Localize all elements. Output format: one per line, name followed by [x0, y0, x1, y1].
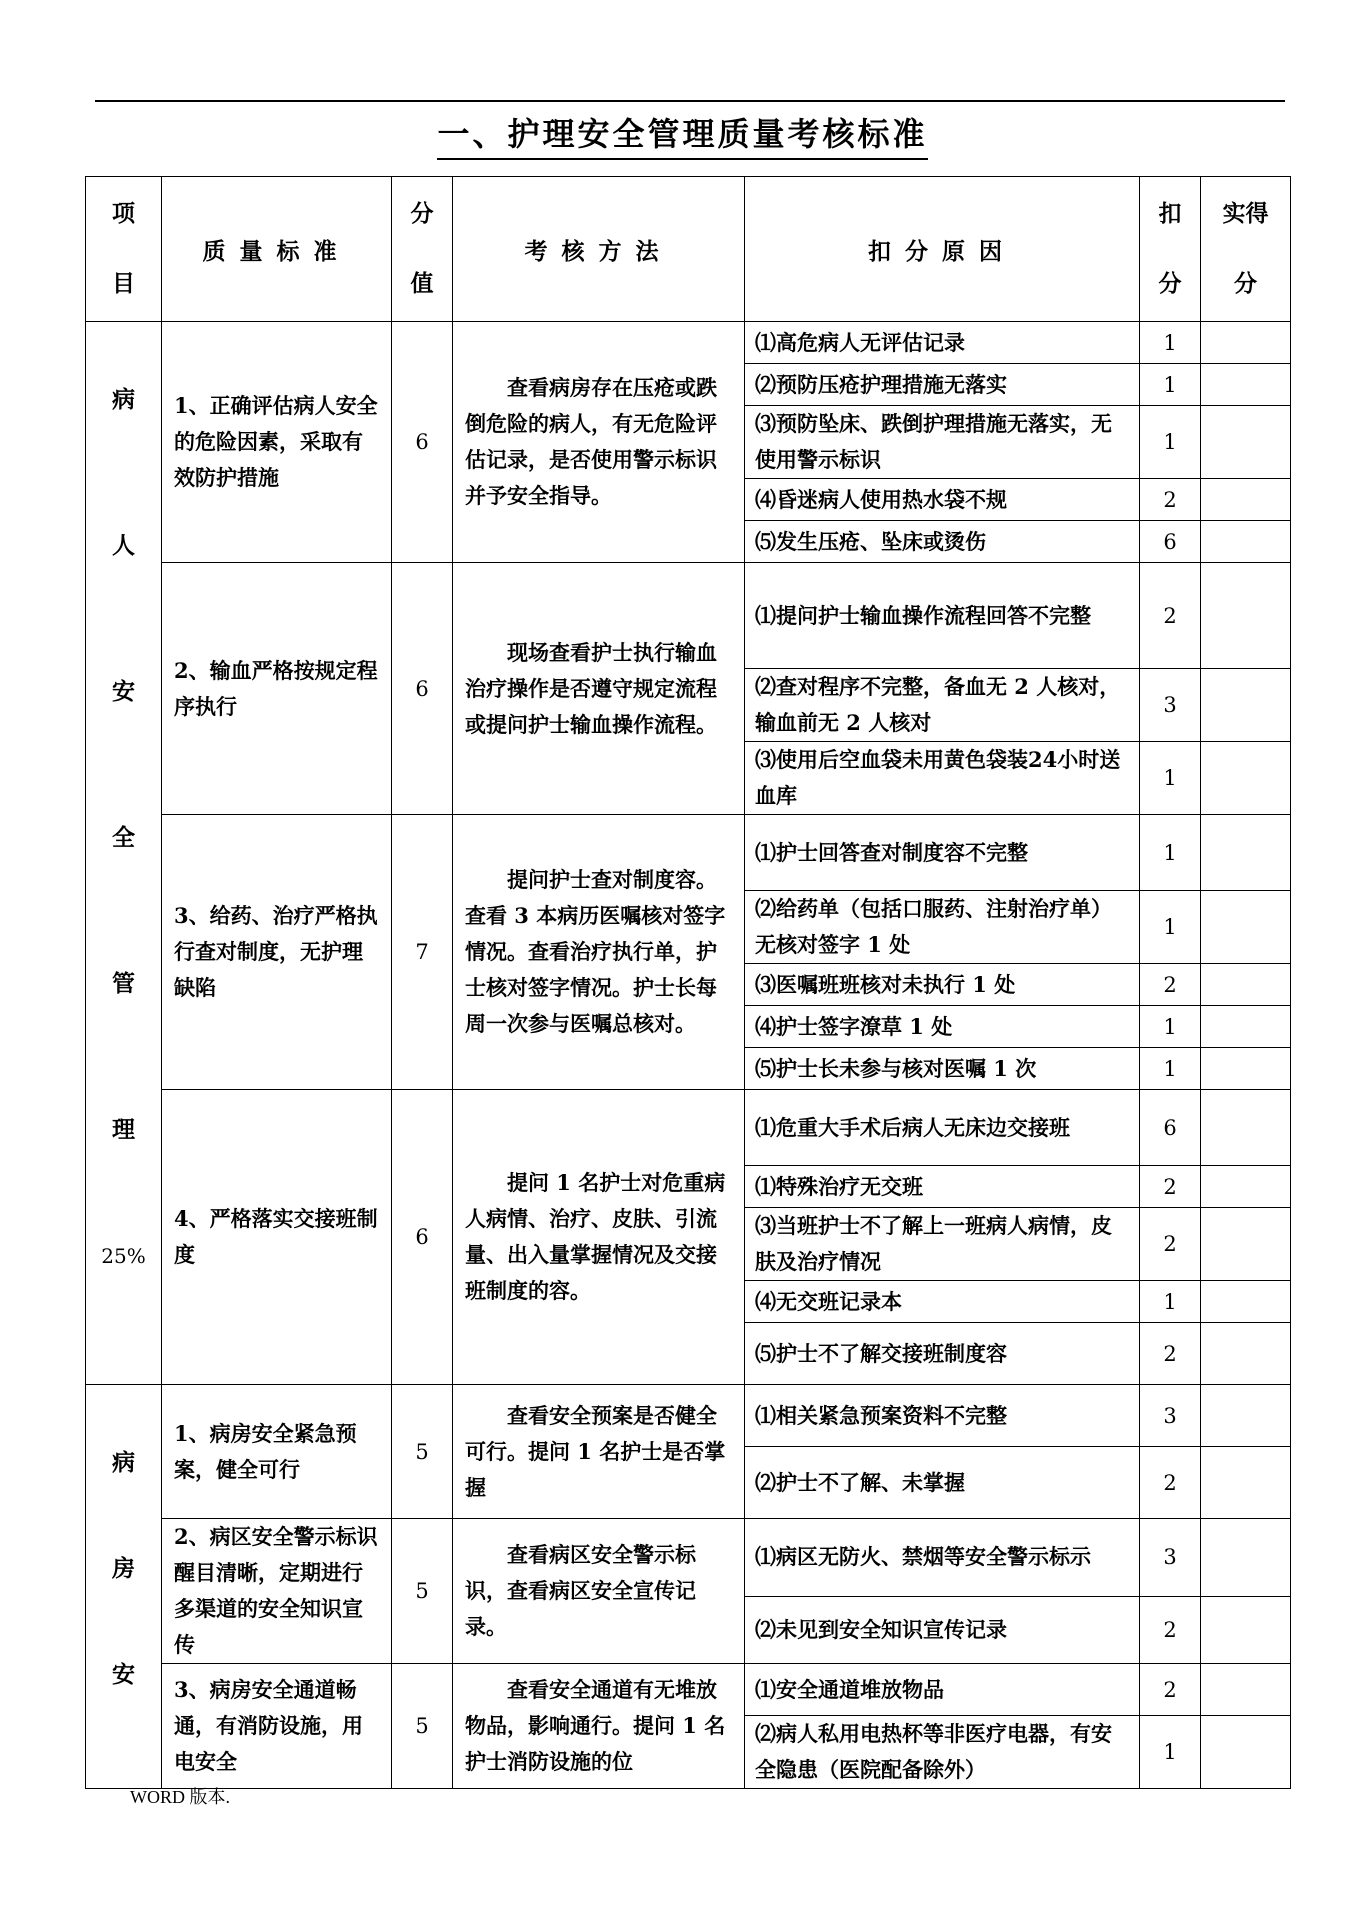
- actual-score-cell[interactable]: [1201, 1208, 1291, 1281]
- header-deduct: [1140, 177, 1201, 322]
- deduct-cell: 1: [1140, 891, 1201, 964]
- reason-cell: ⑸护士长未参与核对医嘱 1 次: [745, 1048, 1140, 1090]
- method-cell: 提问 1 名护士对危重病人病情、治疗、皮肤、引流量、出入量掌握情况及交接班制度的容。: [453, 1090, 745, 1385]
- standard-cell: 2、病区安全警示标识醒目清晰，定期进行多渠道的安全知识宣传: [162, 1519, 392, 1664]
- reason-cell: ⑴高危病人无评估记录: [745, 322, 1140, 364]
- header-method: 考核方法: [453, 177, 745, 322]
- page-title-wrap: [0, 112, 1365, 160]
- standard-cell: 4、严格落实交接班制度: [162, 1090, 392, 1385]
- method-cell: 查看安全通道有无堆放物品，影响通行。提问 1 名护士消防设施的位: [453, 1664, 745, 1789]
- deduct-cell: 1: [1140, 1281, 1201, 1323]
- deduct-cell: 2: [1140, 1166, 1201, 1208]
- actual-score-cell[interactable]: [1201, 742, 1291, 815]
- header-row: [86, 177, 1291, 322]
- score-cell: 5: [392, 1385, 453, 1519]
- category-char: 理: [112, 1116, 135, 1143]
- deduct-cell: 1: [1140, 1006, 1201, 1048]
- actual-score-cell[interactable]: [1201, 1006, 1291, 1048]
- actual-score-cell[interactable]: [1201, 891, 1291, 964]
- deduct-cell: 1: [1140, 742, 1201, 815]
- deduct-cell: 2: [1140, 964, 1201, 1006]
- table-row: [86, 815, 1291, 891]
- category-char: 管: [112, 970, 135, 997]
- actual-score-cell[interactable]: [1201, 1281, 1291, 1323]
- deduct-cell: 1: [1140, 1716, 1201, 1789]
- header-standard: 质量标准: [162, 177, 392, 322]
- method-cell: 查看病区安全警示标识，查看病区安全宣传记录。: [453, 1519, 745, 1664]
- category-cell: [86, 322, 162, 1385]
- table-row: [86, 1385, 1291, 1447]
- reason-cell: ⑴安全通道堆放物品: [745, 1664, 1140, 1716]
- header-actual-line1: 实得: [1222, 200, 1269, 227]
- reason-cell: ⑵病人私用电热杯等非医疗电器，有安全隐患（医院配备除外）: [745, 1716, 1140, 1789]
- footer-text: WORD 版本.: [130, 1787, 230, 1807]
- table-row: [86, 1519, 1291, 1597]
- deduct-cell: 2: [1140, 479, 1201, 521]
- standard-cell: 2、输血严格按规定程序执行: [162, 563, 392, 815]
- reason-cell: ⑵未见到安全知识宣传记录: [745, 1596, 1140, 1663]
- reason-cell: ⑷护士签字潦草 1 处: [745, 1006, 1140, 1048]
- reason-cell: ⑵护士不了解、未掌握: [745, 1447, 1140, 1519]
- category-char: 安: [112, 678, 135, 705]
- category-char: 25%: [101, 1244, 146, 1268]
- reason-cell: ⑴危重大手术后病人无床边交接班: [745, 1090, 1140, 1166]
- actual-score-cell[interactable]: [1201, 1090, 1291, 1166]
- header-deduct-line2: 分: [1158, 270, 1182, 297]
- actual-score-cell[interactable]: [1201, 1664, 1291, 1716]
- category-char: 病: [112, 1449, 135, 1476]
- actual-score-cell[interactable]: [1201, 669, 1291, 742]
- method-cell: 查看病房存在压疮或跌倒危险的病人，有无危险评估记录，是否使用警示标识并予安全指导。: [453, 322, 745, 563]
- actual-score-cell[interactable]: [1201, 479, 1291, 521]
- table-row: [86, 1090, 1291, 1166]
- actual-score-cell[interactable]: [1201, 964, 1291, 1006]
- category-char: 房: [112, 1555, 135, 1582]
- reason-cell: ⑶预防坠床、跌倒护理措施无落实，无使用警示标识: [745, 406, 1140, 479]
- reason-cell: ⑷无交班记录本: [745, 1281, 1140, 1323]
- standard-cell: 3、给药、治疗严格执行查对制度，无护理缺陷: [162, 815, 392, 1090]
- category-cell: [86, 1385, 162, 1789]
- header-deduct-line1: 扣: [1158, 200, 1182, 227]
- standard-cell: 3、病房安全通道畅通，有消防设施，用电安全: [162, 1664, 392, 1789]
- score-cell: 6: [392, 563, 453, 815]
- reason-cell: ⑶医嘱班班核对未执行 1 处: [745, 964, 1140, 1006]
- reason-cell: ⑸护士不了解交接班制度容: [745, 1323, 1140, 1385]
- table-row: [86, 563, 1291, 669]
- header-rule: [95, 100, 1285, 102]
- deduct-cell: 2: [1140, 1664, 1201, 1716]
- header-score-line1: 分: [410, 200, 434, 227]
- reason-cell: ⑵查对程序不完整，备血无 2 人核对，输血前无 2 人核对: [745, 669, 1140, 742]
- deduct-cell: 1: [1140, 1048, 1201, 1090]
- method-cell: 提问护士查对制度容。查看 3 本病历医嘱核对签字情况。查看治疗执行单，护士核对签字情况。护士长每周一次参与医嘱总核对。: [453, 815, 745, 1090]
- standard-cell: 1、病房安全紧急预案，健全可行: [162, 1385, 392, 1519]
- method-cell: 查看安全预案是否健全可行。提问 1 名护士是否掌握: [453, 1385, 745, 1519]
- deduct-cell: 2: [1140, 1596, 1201, 1663]
- actual-score-cell[interactable]: [1201, 322, 1291, 364]
- reason-cell: ⑸发生压疮、坠床或烫伤: [745, 521, 1140, 563]
- actual-score-cell[interactable]: [1201, 1323, 1291, 1385]
- reason-cell: ⑴相关紧急预案资料不完整: [745, 1385, 1140, 1447]
- deduct-cell: 3: [1140, 669, 1201, 742]
- header-item: [86, 177, 162, 322]
- assessment-table: [85, 176, 1291, 1789]
- reason-cell: ⑷昏迷病人使用热水袋不规: [745, 479, 1140, 521]
- score-cell: 6: [392, 1090, 453, 1385]
- actual-score-cell[interactable]: [1201, 364, 1291, 406]
- score-cell: 6: [392, 322, 453, 563]
- deduct-cell: 6: [1140, 1090, 1201, 1166]
- deduct-cell: 3: [1140, 1519, 1201, 1597]
- header-item-line2: 目: [112, 270, 135, 297]
- reason-cell: ⑴提问护士输血操作流程回答不完整: [745, 563, 1140, 669]
- deduct-cell: 1: [1140, 406, 1201, 479]
- deduct-cell: 1: [1140, 364, 1201, 406]
- category-char: 病: [112, 386, 135, 413]
- actual-score-cell[interactable]: [1201, 406, 1291, 479]
- header-reason: 扣分原因: [745, 177, 1140, 322]
- table-body: [86, 322, 1291, 1789]
- deduct-cell: 2: [1140, 563, 1201, 669]
- deduct-cell: 2: [1140, 1447, 1201, 1519]
- category-char: 安: [112, 1661, 135, 1688]
- category-char: 全: [112, 824, 135, 851]
- reason-cell: ⑴病区无防火、禁烟等安全警示标示: [745, 1519, 1140, 1597]
- header-score-line2: 值: [410, 270, 434, 297]
- actual-score-cell[interactable]: [1201, 1519, 1291, 1597]
- deduct-cell: 1: [1140, 815, 1201, 891]
- actual-score-cell[interactable]: [1201, 815, 1291, 891]
- reason-cell: ⑴护士回答查对制度容不完整: [745, 815, 1140, 891]
- standard-cell: 1、正确评估病人安全的危险因素，采取有效防护措施: [162, 322, 392, 563]
- header-actual-line2: 分: [1234, 270, 1257, 297]
- actual-score-cell[interactable]: [1201, 521, 1291, 563]
- reason-cell: ⑴特殊治疗无交班: [745, 1166, 1140, 1208]
- table-row: [86, 322, 1291, 364]
- actual-score-cell[interactable]: [1201, 1447, 1291, 1519]
- actual-score-cell[interactable]: [1201, 1048, 1291, 1090]
- method-cell: 现场查看护士执行输血治疗操作是否遵守规定流程或提问护士输血操作流程。: [453, 563, 745, 815]
- reason-cell: ⑵预防压疮护理措施无落实: [745, 364, 1140, 406]
- score-cell: 5: [392, 1519, 453, 1664]
- actual-score-cell[interactable]: [1201, 1385, 1291, 1447]
- reason-cell: ⑶当班护士不了解上一班病人病情，皮肤及治疗情况: [745, 1208, 1140, 1281]
- category-char: 人: [112, 532, 135, 559]
- reason-cell: ⑵给药单（包括口服药、注射治疗单）无核对签字 1 处: [745, 891, 1140, 964]
- score-cell: 7: [392, 815, 453, 1090]
- actual-score-cell[interactable]: [1201, 563, 1291, 669]
- header-score: [392, 177, 453, 322]
- actual-score-cell[interactable]: [1201, 1716, 1291, 1789]
- reason-cell: ⑶使用后空血袋未用黄色袋装24小时送血库: [745, 742, 1140, 815]
- table-row: [86, 1664, 1291, 1716]
- deduct-cell: 1: [1140, 322, 1201, 364]
- deduct-cell: 3: [1140, 1385, 1201, 1447]
- actual-score-cell[interactable]: [1201, 1166, 1291, 1208]
- page-title: 一、护理安全管理质量考核标准: [437, 112, 927, 160]
- deduct-cell: 2: [1140, 1323, 1201, 1385]
- header-actual: [1201, 177, 1291, 322]
- deduct-cell: 2: [1140, 1208, 1201, 1281]
- header-item-line1: 项: [112, 200, 135, 227]
- actual-score-cell[interactable]: [1201, 1596, 1291, 1663]
- deduct-cell: 6: [1140, 521, 1201, 563]
- score-cell: 5: [392, 1664, 453, 1789]
